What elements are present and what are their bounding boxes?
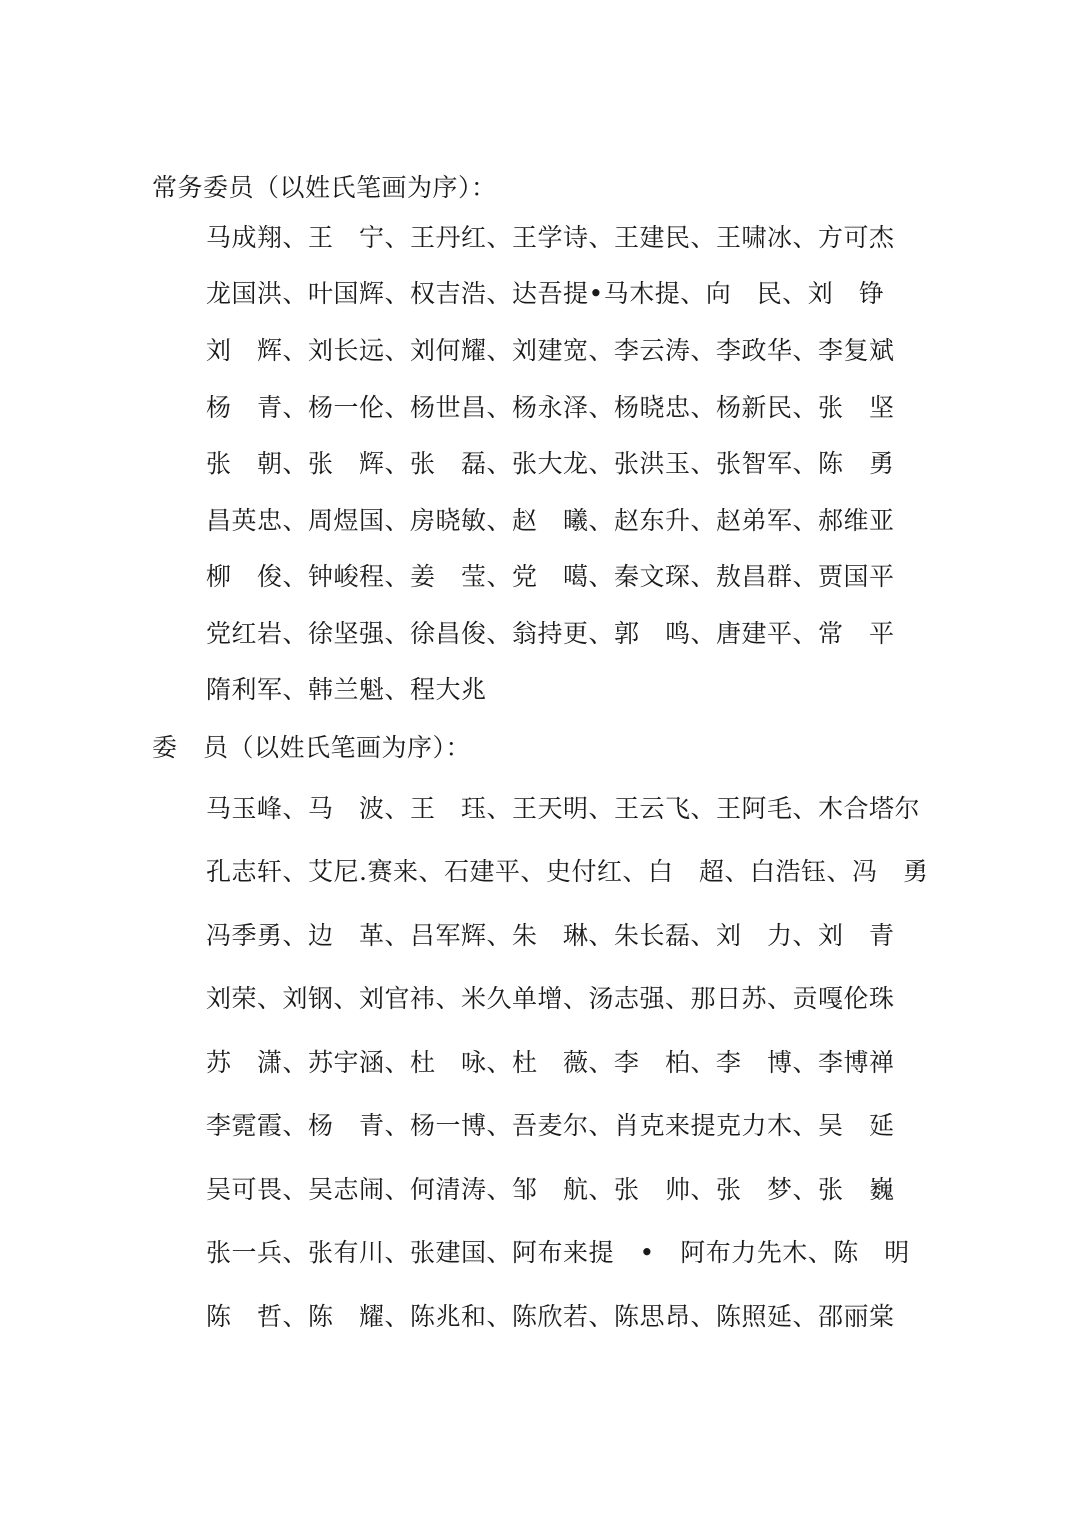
members-heading: 委 员（以姓氏笔画为序）： [152, 733, 472, 762]
name-line: 党红岩、徐坚强、徐昌俊、翁持更、郭 鸣、唐建平、常 平 [206, 619, 895, 648]
name-line: 马玉峰、马 波、王 珏、王天明、王云飞、王阿毛、木合塔尔 [206, 794, 921, 823]
name-line: 张 朝、张 辉、张 磊、张大龙、张洪玉、张智军、陈 勇 [206, 449, 895, 478]
name-line: 冯季勇、边 革、吕军辉、朱 琳、朱长磊、刘 力、刘 青 [206, 921, 895, 950]
name-line: 柳 俊、钟峻程、姜 莹、党 噶、秦文琛、敖昌群、贾国平 [206, 562, 895, 591]
name-line: 吴可畏、吴志闹、何清涛、邹 航、张 帅、张 梦、张 巍 [206, 1175, 895, 1204]
name-line: 龙国洪、叶国辉、权吉浩、达吾提•马木提、向 民、刘 铮 [206, 279, 885, 308]
name-line: 苏 潇、苏宇涵、杜 咏、杜 薇、李 柏、李 博、李博禅 [206, 1048, 895, 1077]
name-line: 陈 哲、陈 耀、陈兆和、陈欣若、陈思昂、陈照延、邵丽棠 [206, 1302, 895, 1331]
name-line: 昌英忠、周煜国、房晓敏、赵 曦、赵东升、赵弟军、郝维亚 [206, 506, 895, 535]
name-line: 隋利军、韩兰魁、程大兆 [206, 675, 487, 704]
name-line: 杨 青、杨一伦、杨世昌、杨永泽、杨晓忠、杨新民、张 坚 [206, 393, 895, 422]
standing-committee-heading: 常务委员（以姓氏笔画为序）： [152, 173, 497, 202]
name-line: 刘 辉、刘长远、刘何耀、刘建宽、李云涛、李政华、李复斌 [206, 336, 895, 365]
name-line: 马成翔、王 宁、王丹红、王学诗、王建民、王啸冰、方可杰 [206, 223, 895, 252]
name-line: 李霓霞、杨 青、杨一博、吾麦尔、肖克来提克力木、吴 延 [206, 1111, 895, 1140]
name-line: 刘荣、刘钢、刘官祎、米久单增、汤志强、那日苏、贡嘎伦珠 [206, 984, 895, 1013]
name-line: 张一兵、张有川、张建国、阿布来提 • 阿布力先木、陈 明 [206, 1238, 910, 1267]
name-line: 孔志轩、艾尼.赛来、石建平、史付红、白 超、白浩钰、冯 勇 [206, 857, 929, 886]
